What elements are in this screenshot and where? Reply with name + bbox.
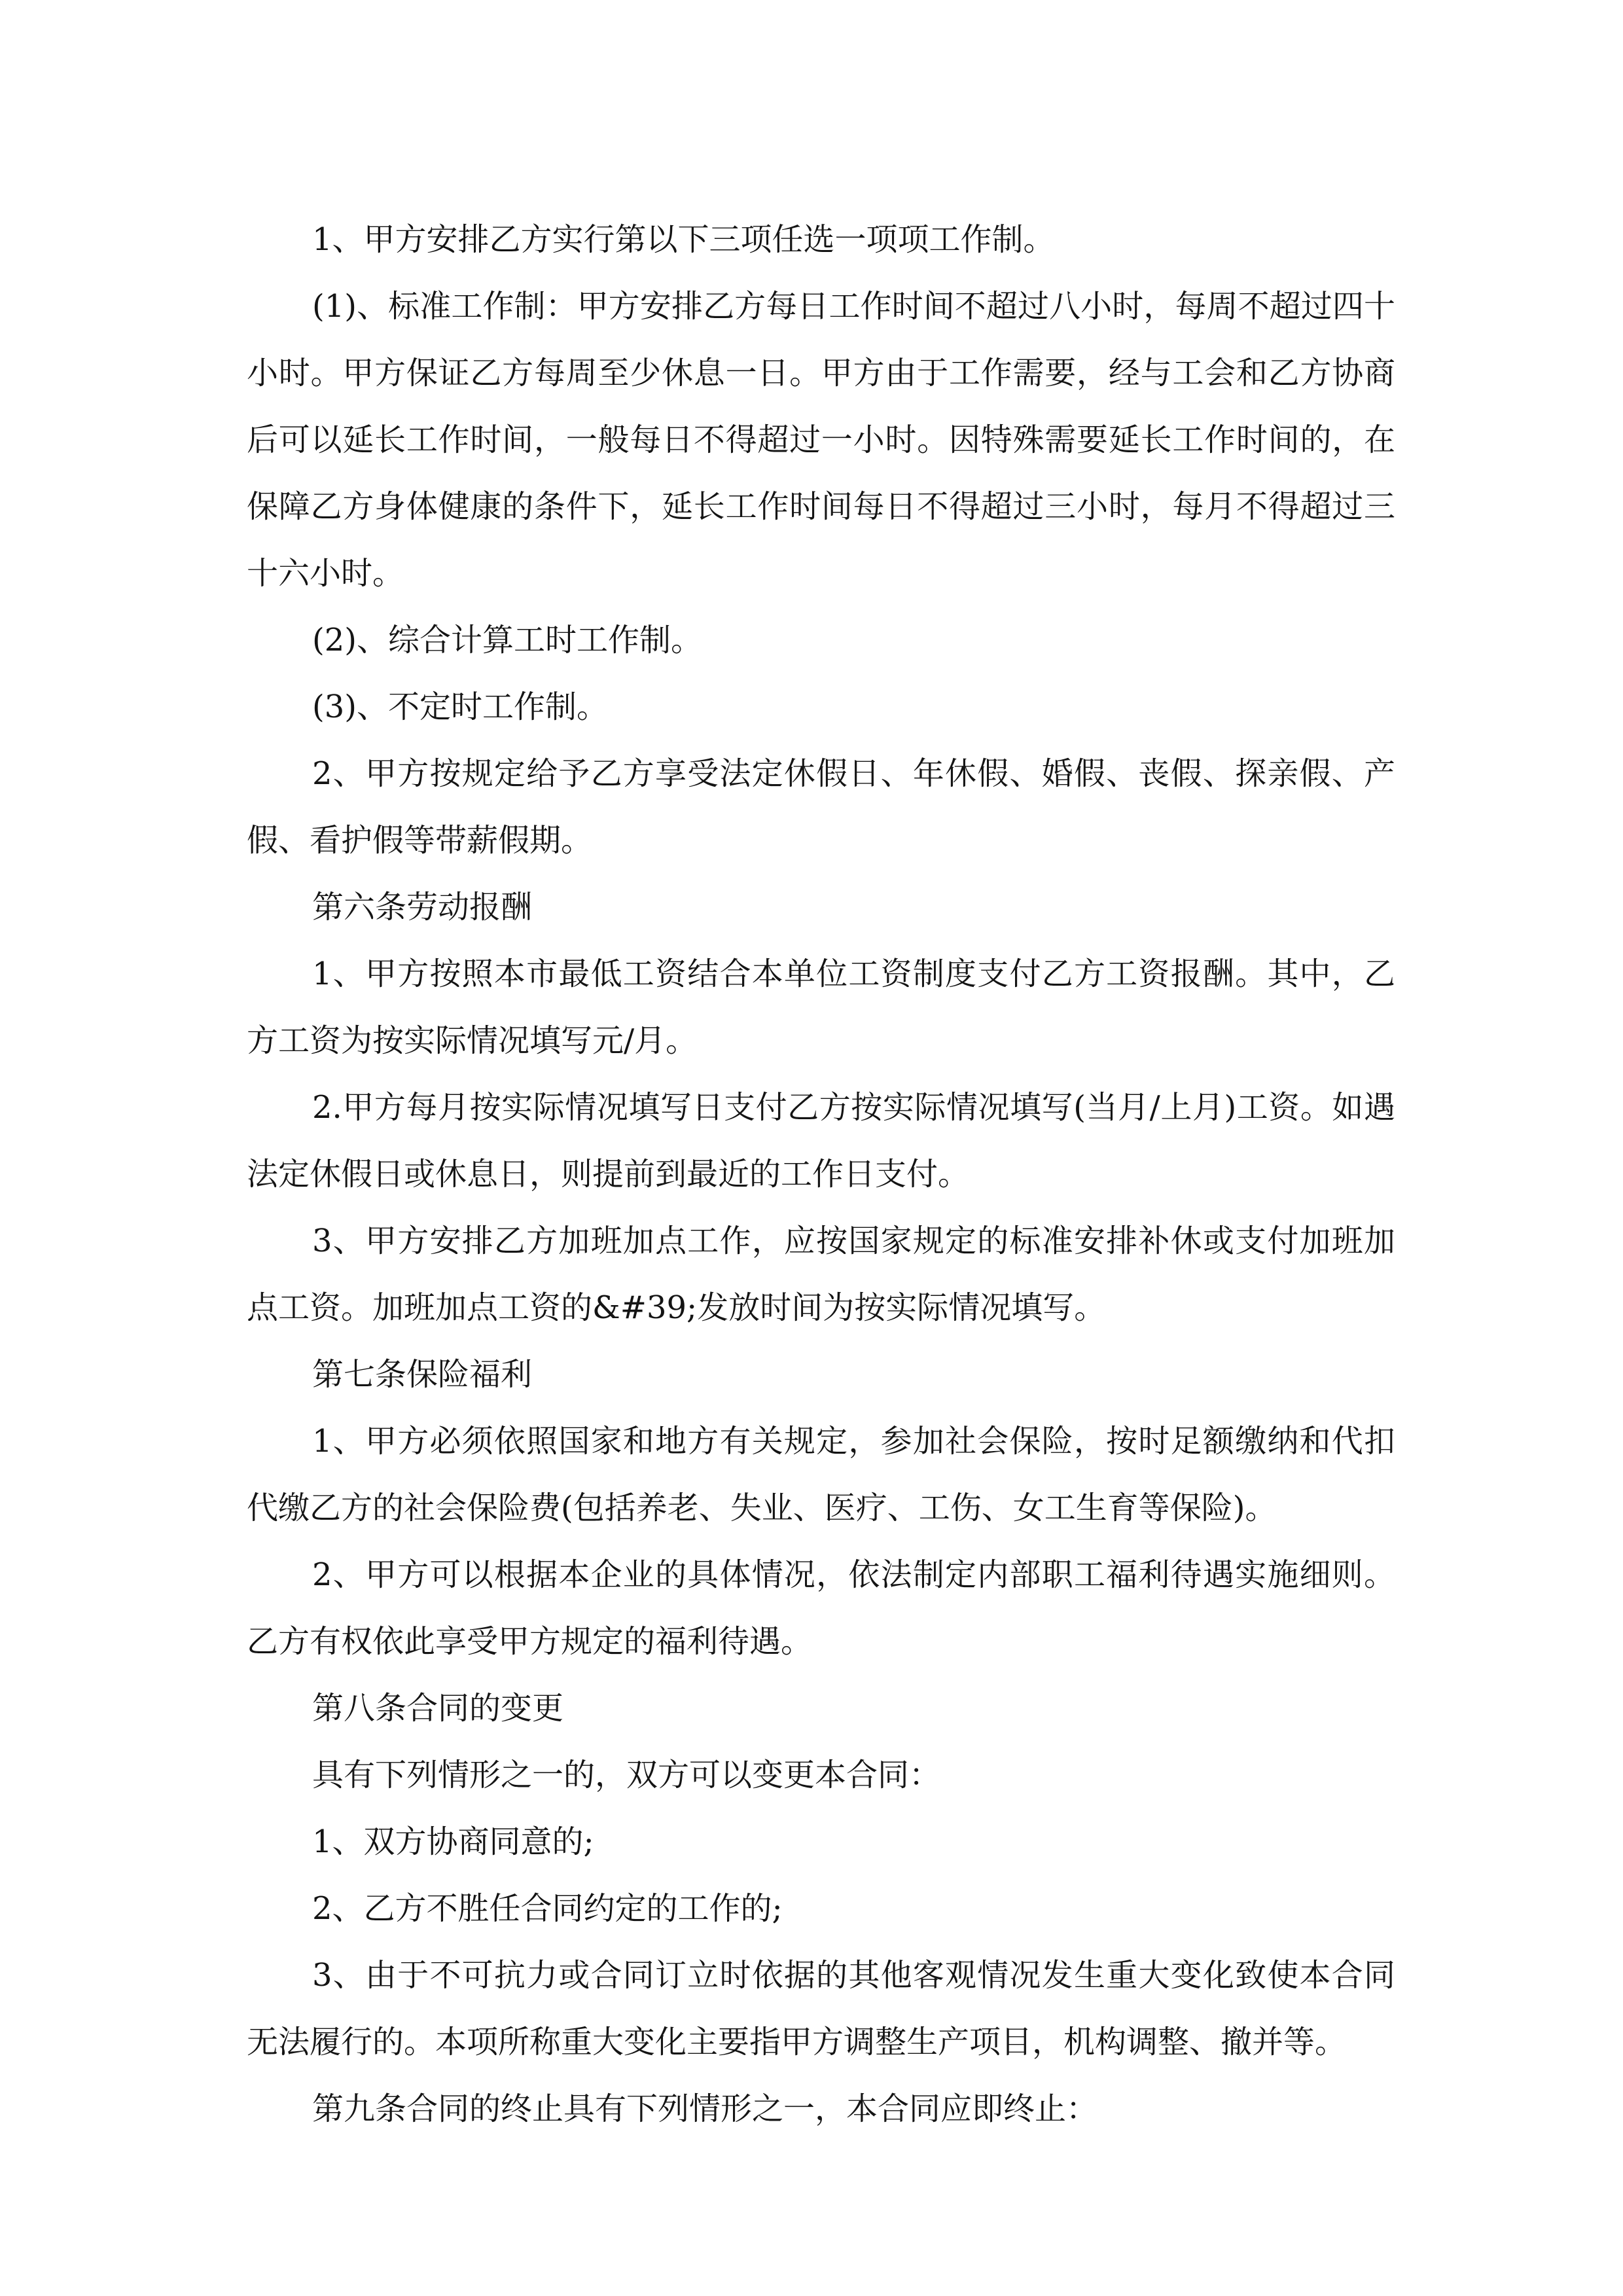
paragraph-wage-standard: 1、甲方按照本市最低工资结合本单位工资制度支付乙方工资报酬。其中，乙方工资为按实际情况填写元/月。	[247, 956, 1395, 1059]
heading-article-6: 第六条劳动报酬	[312, 889, 533, 925]
heading-article-9: 第九条合同的终止具有下列情形之一，本合同应即终止：	[312, 2090, 1098, 2127]
heading-article-7: 第七条保险福利	[312, 1356, 533, 1393]
paragraph-social-insurance: 1、甲方必须依照国家和地方有关规定，参加社会保险，按时足额缴纳和代扣代缴乙方的社会保险费(包括养老、失业、医疗、工伤、女工生育等保险)。	[247, 1423, 1395, 1526]
paragraph-wage-payday: 2.甲方每月按实际情况填写日支付乙方按实际情况填写(当月/上月)工资。如遇法定休假日或休息日，则提前到最近的工作日支付。	[247, 1089, 1395, 1193]
paragraph-change-mutual-agreement: 1、双方协商同意的;	[312, 1823, 594, 1860]
paragraph-change-incompetence: 2、乙方不胜任合同约定的工作的;	[312, 1890, 783, 1927]
paragraph-change-conditions: 具有下列情形之一的，双方可以变更本合同：	[312, 1757, 941, 1793]
paragraph-comprehensive-hours: (2)、综合计算工时工作制。	[312, 622, 702, 658]
paragraph-paid-leave: 2、甲方按规定给予乙方享受法定休假日、年休假、婚假、丧假、探亲假、产假、看护假等带薪假期。	[247, 755, 1395, 859]
paragraph-standard-work-system: (1)、标准工作制：甲方安排乙方每日工作时间不超过八小时，每周不超过四十小时。甲方保证乙方每周至少休息一日。甲方由于工作需要，经与工会和乙方协商后可以延长工作时间，一般每日不得超过一小时。因特殊需要延长工作时间的，在保障乙方身体健康的条件下，延长工作时间每日不得超过三小时，每月不得超过三十六小时。	[247, 288, 1395, 592]
paragraph-overtime-pay: 3、甲方安排乙方加班加点工作，应按国家规定的标准安排补休或支付加班加点工资。加班加点工资的&#39;发放时间为按实际情况填写。	[247, 1223, 1395, 1326]
document-body	[247, 206, 1395, 2142]
paragraph-welfare-rules: 2、甲方可以根据本企业的具体情况，依法制定内部职工福利待遇实施细则。乙方有权依此享受甲方规定的福利待遇。	[247, 1556, 1395, 1660]
paragraph-flexible-hours: (3)、不定时工作制。	[312, 689, 608, 725]
paragraph-change-force-majeure: 3、由于不可抗力或合同订立时依据的其他客观情况发生重大变化致使本合同无法履行的。本项所称重大变化主要指甲方调整生产项目，机构调整、撤并等。	[247, 1957, 1395, 2060]
heading-article-8: 第八条合同的变更	[312, 1690, 564, 1727]
paragraph-work-hours-intro: 1、甲方安排乙方实行第以下三项任选一项项工作制。	[312, 221, 1055, 258]
